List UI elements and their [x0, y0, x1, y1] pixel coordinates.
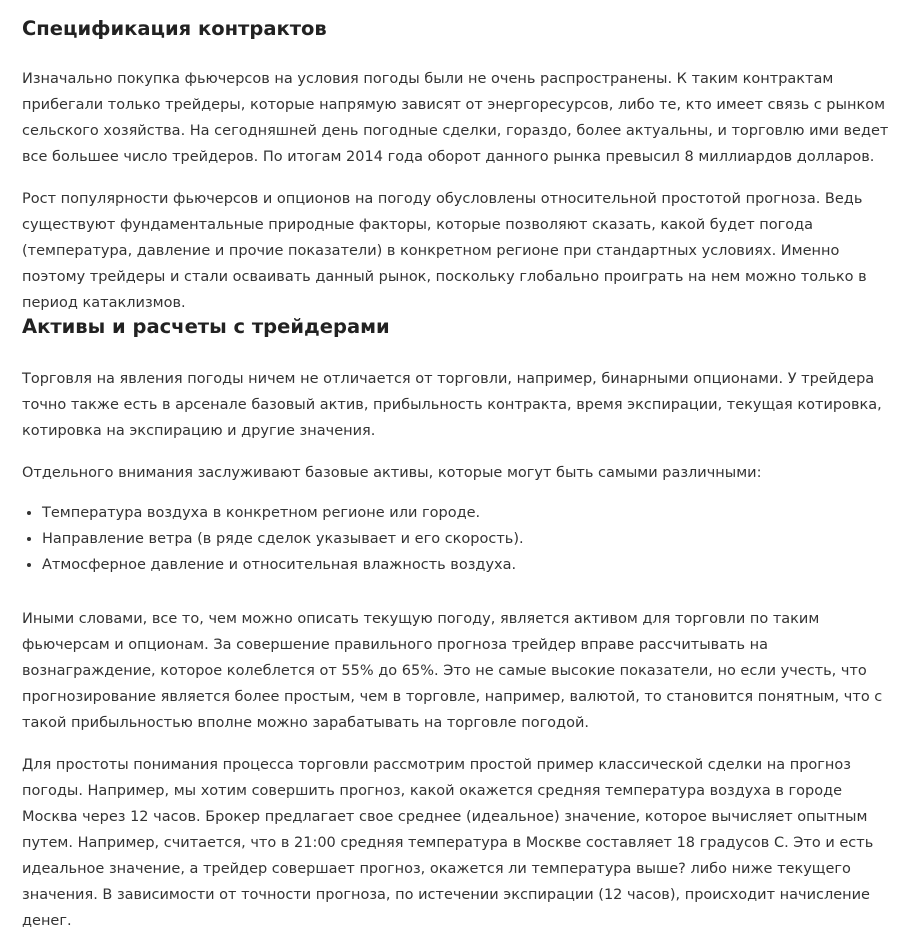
paragraph-intro: Изначально покупка фьючерсов на условия погоды были не очень распространены. К таким контрактам прибегали только трейдеры, которые напрямую зависят от энергоресурсов, либо те, кто имеет связь с рынком сельского хозяйства. На сегодняшней день погодные сделки, гораздо, более актуальны, и торговлю ими ведет все большее число трейдеров. По итогам 2014 года оборот данного рынка превысил 8 миллиардов долларов. [22, 71, 889, 165]
list-item: • Атмосферное давление и относительная влажность воздуха. [42, 552, 901, 578]
list-item: • Направление ветра (в ряде сделок указывает и его скорость). [42, 526, 901, 552]
paragraph-popularity: Рост популярности фьючерсов и опционов на погоду обусловлены относительной простотой прогноза. Ведь существуют фундаментальные природные факторы, которые позволяют сказать, какой будет погода (температура, давление и прочие показатели) в конкретном регионе при стандартных условиях. Именно поэтому трейдеры и стали осваивать данный рынок, поскольку глобально проиграть на нем можно только в период катаклизмов. [22, 191, 867, 311]
paragraph-example: Для простоты понимания процесса торговли рассмотрим простой пример классической сделки на прогноз погоды. Например, мы хотим совершить прогноз, какой окажется средняя температура воздуха в городе Москва через 12 часов. Брокер предлагает свое среднее (идеальное) значение, которое вычисляет опытным путем. Например, считается, что в 21:00 средняя температура в Москве составляет 18 градусов С. Это и есть идеальное значение, а трейдер совершает прогноз, окажется ли температура выше? либо ниже текущего значения. В зависимости от точности прогноза, по истечении экспирации (12 часов), происходит начисление денег. [22, 757, 874, 929]
list-item: • Температура воздуха в конкретном регионе или городе. [42, 500, 901, 526]
paragraph-trading-comparison: Торговля на явления погоды ничем не отличается от торговли, например, бинарными опционами. У трейдера точно также есть в арсенале базовый актив, прибыльность контракта, время экспирации, текущая котировка, котировка на экспирацию и другие значения. [22, 371, 882, 439]
heading-contract-specification: Спецификация контрактов [22, 17, 327, 40]
paragraph-base-assets-intro: Отдельного внимания заслуживают базовые активы, которые могут быть самыми различными: [22, 465, 762, 481]
heading-assets-and-settlements: Активы и расчеты с трейдерами [22, 315, 390, 338]
paragraph-reward: Иными словами, все то, чем можно описать текущую погоду, является активом для торговли по таким фьючерсам и опционам. За совершение правильного прогноза трейдер вправе рассчитывать на вознаграждение, которое колеблется от 55% до 65%. Это не самые высокие показатели, но если учесть, что прогнозирование является более простым, чем в торговле, например, валютой, то становится понятным, что с такой прибыльностью вполне можно зарабатывать на торговле погодой. [22, 611, 883, 731]
base-assets-list [22, 500, 901, 578]
